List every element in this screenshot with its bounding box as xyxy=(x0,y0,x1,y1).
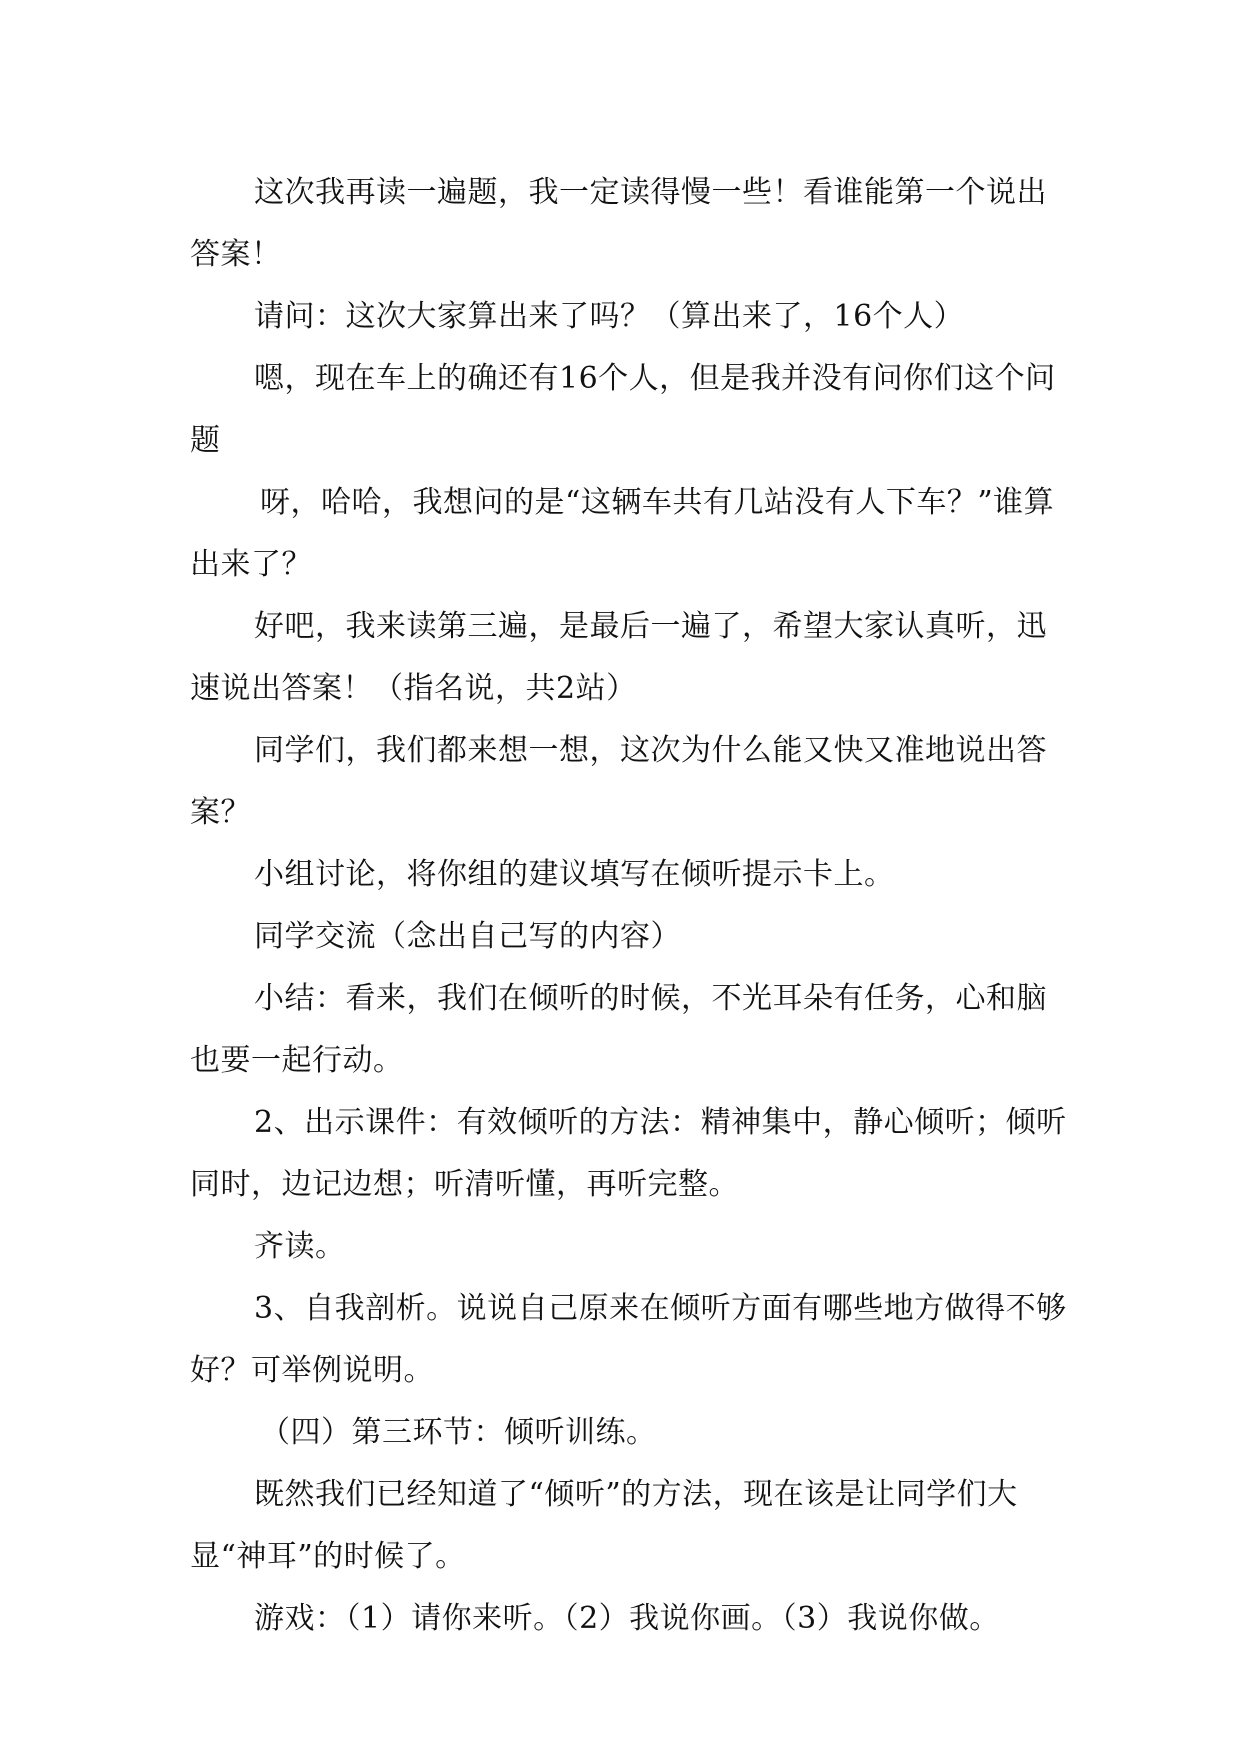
paragraph-4: 呀，哈哈，我想问的是“这辆车共有几站没有人下车？”谁算出来了？ xyxy=(190,485,1055,582)
paragraph-8: 同学交流（念出自己写的内容） xyxy=(254,919,681,954)
paragraph-9: 小结：看来，我们在倾听的时候，不光耳朵有任务，心和脑也要一起行动。 xyxy=(190,981,1047,1078)
paragraph-6: 同学们，我们都来想一想，这次为什么能又快又准地说出答案？ xyxy=(190,733,1047,830)
paragraph-11: 齐读。 xyxy=(254,1229,346,1264)
document-body xyxy=(190,162,1070,1650)
paragraph-12: 3、自我剖析。说说自己原来在倾听方面有哪些地方做得不够好？可举例说明。 xyxy=(190,1291,1067,1388)
paragraph-5: 好吧，我来读第三遍，是最后一遍了，希望大家认真听，迅速说出答案！（指名说，共2站） xyxy=(190,609,1047,706)
paragraph-15: 游戏：（1）请你来听。（2）我说你画。（3）我说你做。 xyxy=(254,1601,1000,1636)
paragraph-14: 既然我们已经知道了“倾听”的方法，现在该是让同学们大显“神耳”的时候了。 xyxy=(190,1477,1018,1574)
paragraph-3: 嗯，现在车上的确还有16个人，但是我并没有问你们这个问题 xyxy=(190,361,1056,458)
paragraph-7: 小组讨论，将你组的建议填写在倾听提示卡上。 xyxy=(254,857,895,892)
paragraph-10: 2、出示课件：有效倾听的方法：精神集中，静心倾听；倾听同时，边记边想；听清听懂，再听完整。 xyxy=(190,1105,1067,1202)
paragraph-2: 请问：这次大家算出来了吗？（算出来了，16个人） xyxy=(254,299,965,334)
paragraph-1: 这次我再读一遍题，我一定读得慢一些！看谁能第一个说出答案！ xyxy=(190,175,1047,272)
section-heading-4: （四）第三环节：倾听训练。 xyxy=(260,1415,657,1450)
